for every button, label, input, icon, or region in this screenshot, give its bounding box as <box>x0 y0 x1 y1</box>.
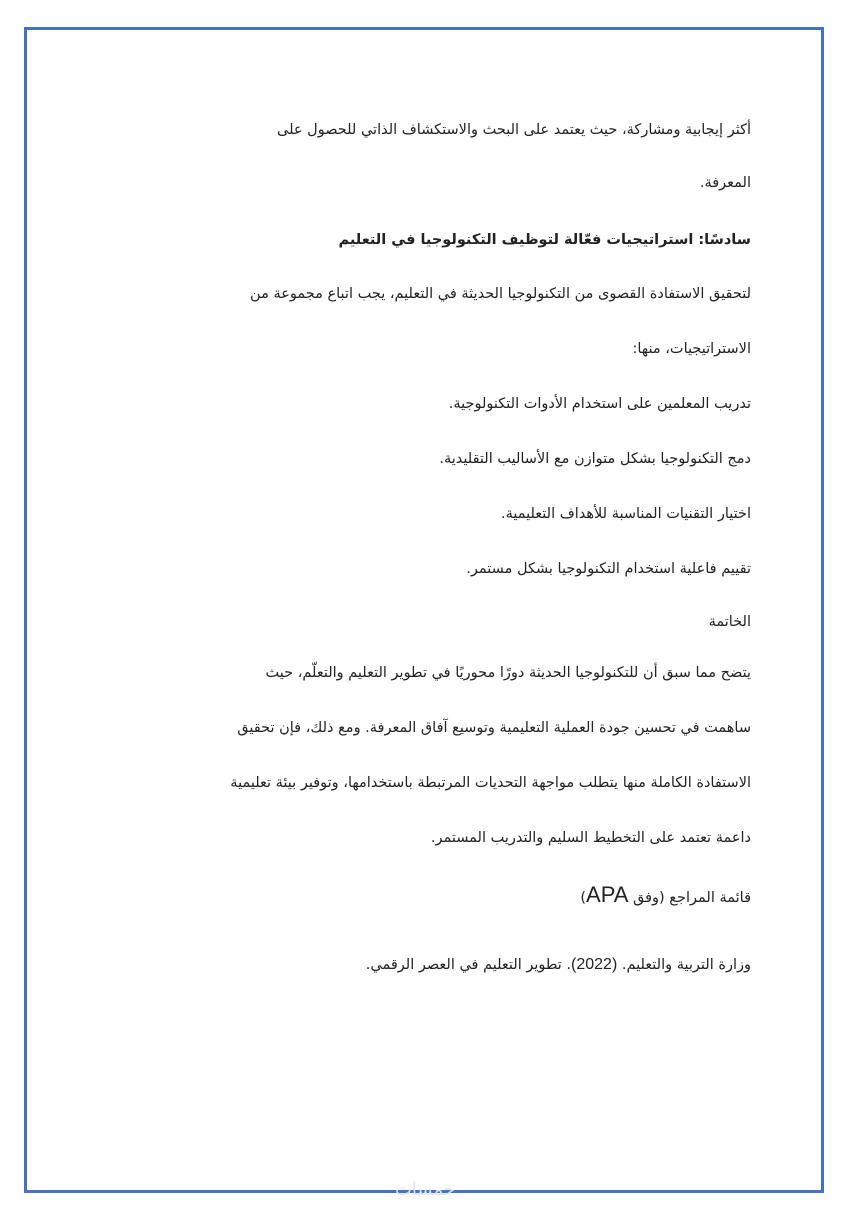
section-heading: سادسًا: استراتيجيات فعّالة لتوظيف التكنولوجيا في التعليم <box>338 232 751 248</box>
paragraph-line: ساهمت في تحسين جودة العملية التعليمية وتوسيع آفاق المعرفة. ومع ذلك، فإن تحقيق <box>237 720 751 736</box>
paragraph-line: المعرفة. <box>699 175 751 191</box>
reference-entry <box>366 955 751 975</box>
page-border <box>24 27 824 1193</box>
paragraph-line: داعمة تعتمد على التخطيط السليم والتدريب المستمر. <box>430 830 751 846</box>
paragraph-line: يتضح مما سبق أن للتكنولوجيا الحديثة دورًا محوريًا في تطوير التعليم والتعلّم، حيث <box>265 665 751 681</box>
reference-title: . تطوير التعليم في العصر الرقمي. <box>365 957 572 973</box>
references-heading-suffix: ) <box>580 890 587 906</box>
watermark-logo: خمسات <box>394 1179 456 1200</box>
reference-author: وزارة التربية والتعليم. <box>617 957 751 973</box>
list-item: اختيار التقنيات المناسبة للأهداف التعليمية. <box>500 506 751 522</box>
conclusion-heading: الخاتمة <box>708 614 751 630</box>
references-heading-prefix: قائمة المراجع (وفق <box>628 890 751 906</box>
references-heading-apa: APA <box>586 882 629 907</box>
list-item: تدريب المعلمين على استخدام الأدوات التكنولوجية. <box>448 396 751 412</box>
reference-year: (2022) <box>571 956 618 973</box>
paragraph-line: لتحقيق الاستفادة القصوى من التكنولوجيا الحديثة في التعليم، يجب اتباع مجموعة من <box>250 286 751 302</box>
list-item: تقييم فاعلية استخدام التكنولوجيا بشكل مستمر. <box>466 561 751 577</box>
paragraph-line: أكثر إيجابية ومشاركة، حيث يعتمد على البحث والاستكشاف الذاتي للحصول على <box>277 122 751 138</box>
list-item: دمج التكنولوجيا بشكل متوازن مع الأساليب التقليدية. <box>439 451 751 467</box>
references-heading <box>580 882 751 908</box>
paragraph-line: الاستراتيجيات، منها: <box>632 341 751 357</box>
paragraph-line: الاستفادة الكاملة منها يتطلب مواجهة التحديات المرتبطة باستخدامها، وتوفير بيئة تعليمية <box>230 775 751 791</box>
